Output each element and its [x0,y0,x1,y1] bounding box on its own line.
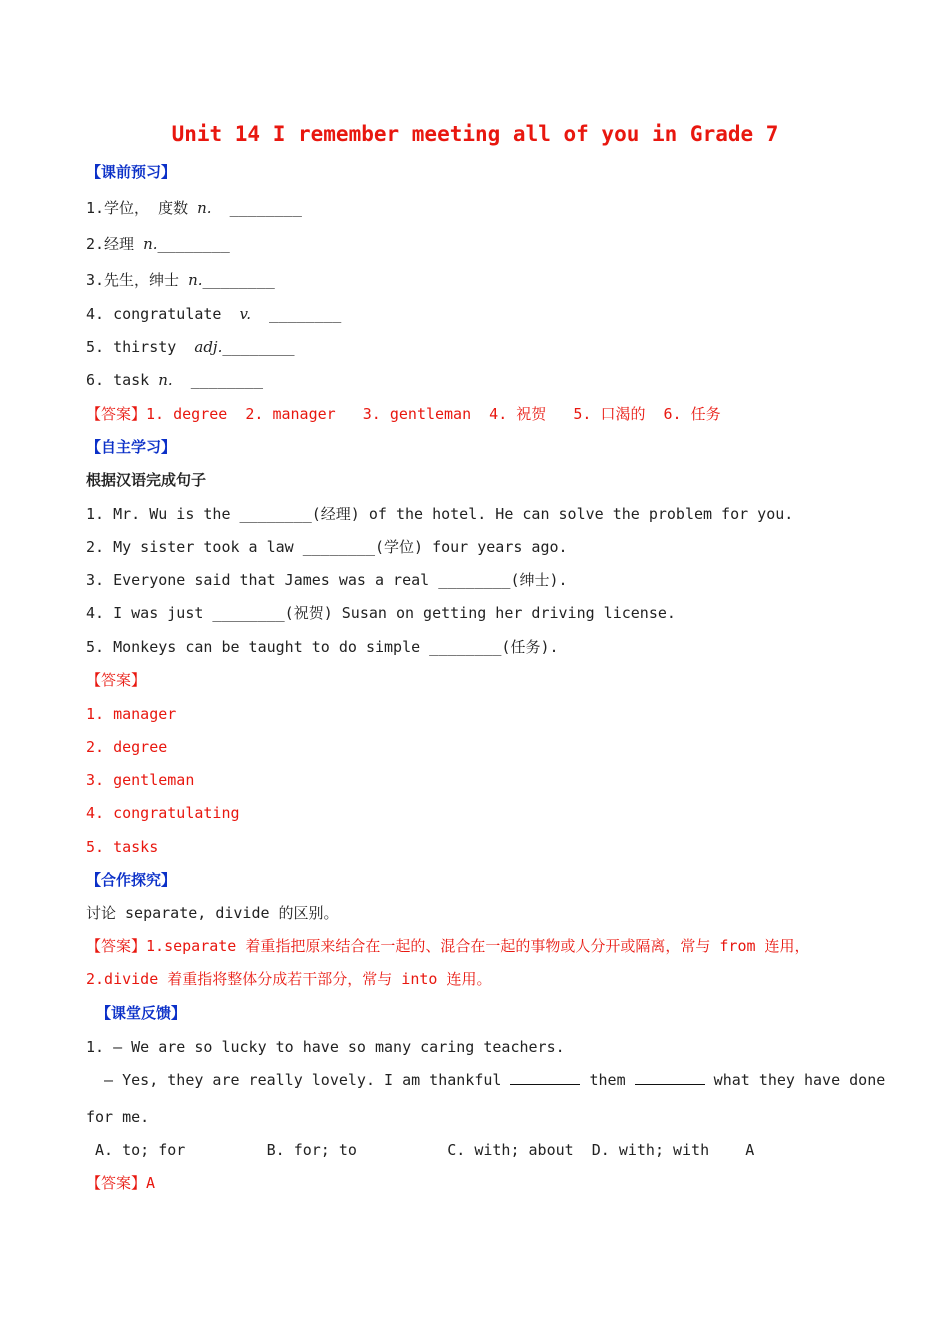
self-study-answer-5: 5. tasks [86,838,159,856]
reply-text-a: — Yes, they are really lovely. I am thankful [86,1071,511,1089]
answer-text: 1.separate 着重指把原来结合在一起的、混合在一起的事物或人分开或隔离，常与 from 连用， [146,937,810,955]
answer-value: A [146,1174,156,1192]
section-heading-preview: 【课前预习】 [86,163,177,181]
preview-item-4 [86,304,341,324]
cooperation-answer-line-1 [86,936,810,956]
cooperation-answer-line-2: 2.divide 着重指将整体分成若干部分，常与 into 连用。 [86,970,492,988]
preview-item-1 [86,198,302,218]
self-study-answer-label: 【答案】 [86,671,147,689]
item-text: 4. congratulate [86,305,240,323]
part-of-speech: n. [188,271,203,289]
item-text: 3.先生，绅士 [86,271,189,289]
answer-blank: ________ [172,371,263,389]
answer-text: 1. degree 2. manager 3. gentleman 4. 祝贺 5. 口渴的 6. 任务 [146,405,721,423]
item-text: 1.学位， 度数 [86,199,198,217]
answer-label: 【答案】 [86,1174,147,1192]
answer-blank: ________ [222,338,295,356]
self-study-item-2: 2. My sister took a law ________(学位) four years ago. [86,538,568,556]
answer-label: 【答案】 [86,405,147,423]
section-heading-self-study: 【自主学习】 [86,438,177,456]
reply-text-c: what they have done [704,1071,886,1089]
preview-item-5 [86,337,295,357]
preview-item-2 [86,234,230,254]
self-study-instruction: 根据汉语完成句子 [86,471,207,489]
self-study-answer-2: 2. degree [86,738,168,756]
self-study-answer-1: 1. manager [86,705,177,723]
self-study-item-3: 3. Everyone said that James was a real ________(绅士). [86,571,568,589]
answer-blank [635,1070,705,1085]
part-of-speech: n. [158,371,173,389]
feedback-options: A. to; for B. for; to C. with; about D. with; with A [86,1141,755,1159]
answer-label: 【答案】 [86,937,147,955]
part-of-speech: n. [143,235,158,253]
section-heading-cooperation: 【合作探究】 [86,871,177,889]
preview-answer [86,404,721,424]
part-of-speech: v. [239,305,251,323]
feedback-answer [86,1173,155,1193]
cooperation-question: 讨论 separate, divide 的区别。 [86,904,339,922]
section-heading-feedback: 【课堂反馈】 [96,1004,187,1022]
answer-blank: ________ [251,305,342,323]
item-text: 2.经理 [86,235,144,253]
self-study-answer-4: 4. congratulating [86,804,240,822]
preview-item-6 [86,370,263,390]
feedback-question-1: 1. — We are so lucky to have so many caring teachers. [86,1038,565,1056]
self-study-item-5: 5. Monkeys can be taught to do simple ________(任务). [86,638,559,656]
item-text: 6. task [86,371,159,389]
answer-blank: ________ [202,271,275,289]
page-title: Unit 14 I remember meeting all of you in Grade 7 [171,122,779,146]
answer-blank [510,1070,580,1085]
self-study-item-1: 1. Mr. Wu is the ________(经理) of the hotel. He can solve the problem for you. [86,505,794,523]
self-study-item-4: 4. I was just ________(祝贺) Susan on getting her driving license. [86,604,676,622]
feedback-question-1-reply [86,1070,885,1090]
item-text: 5. thirsty [86,338,195,356]
reply-text-b: them [580,1071,635,1089]
self-study-answer-3: 3. gentleman [86,771,195,789]
feedback-question-1-end: for me. [86,1108,150,1126]
part-of-speech: n. [197,199,212,217]
part-of-speech: adj. [194,338,223,356]
answer-blank: ________ [211,199,302,217]
preview-item-3 [86,270,275,290]
answer-blank: ________ [157,235,230,253]
